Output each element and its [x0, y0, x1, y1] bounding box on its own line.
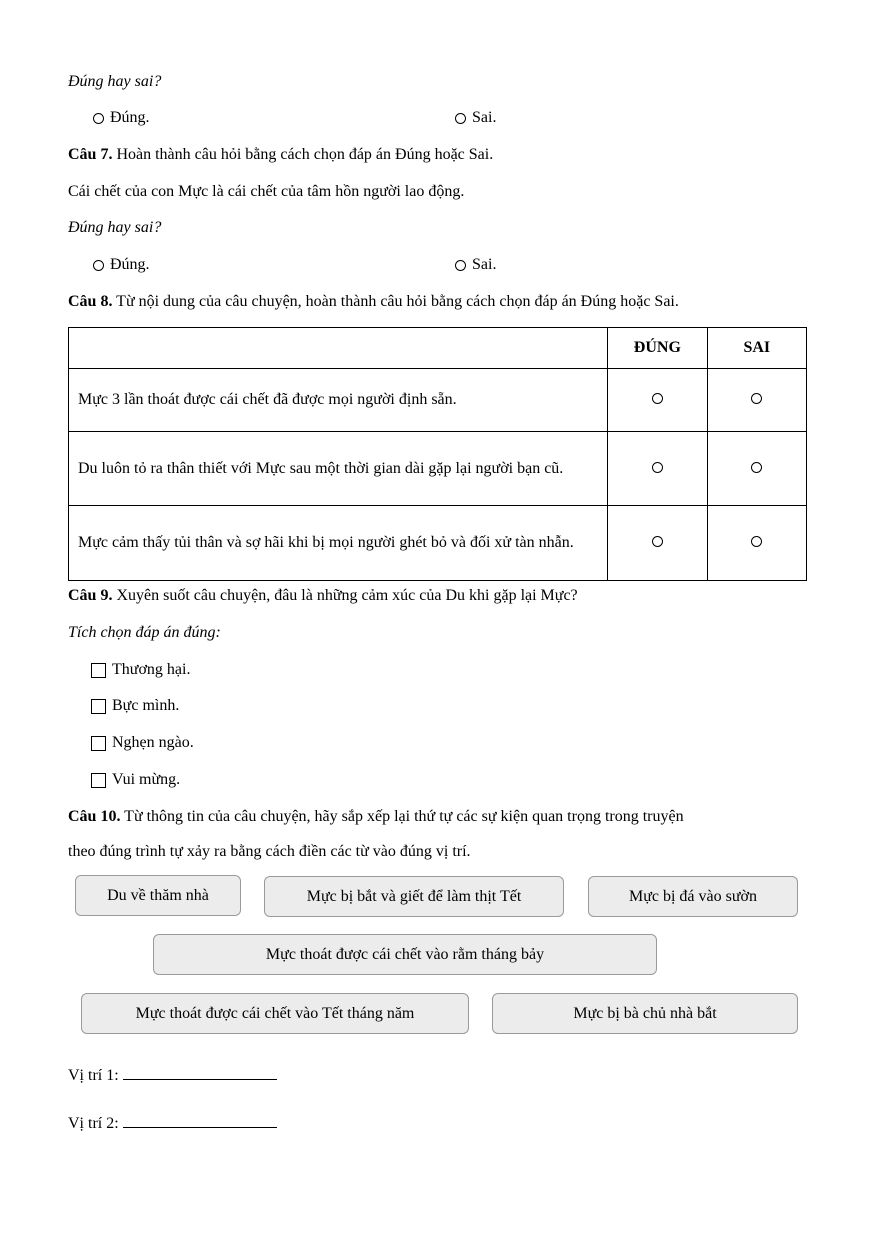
q9-option-2[interactable]	[91, 696, 179, 716]
q8-row-1-text: Mực 3 lần thoát được cái chết đã được mọi người định sẵn.	[69, 369, 608, 432]
radio-icon[interactable]	[652, 462, 663, 473]
slot-1	[68, 1063, 277, 1086]
event-chip-ba-chu-nha-bat[interactable]: Mực bị bà chủ nhà bắt	[492, 993, 798, 1034]
radio-icon[interactable]	[751, 393, 762, 404]
q7-prompt: Đúng hay sai?	[68, 219, 162, 236]
slot-1-label: Vị trí 1:	[68, 1067, 119, 1084]
q8-row-3-true[interactable]	[608, 506, 708, 581]
q9-option-3-label: Nghẹn ngào.	[112, 734, 194, 751]
q8-heading	[68, 292, 679, 312]
q6-prompt: Đúng hay sai?	[68, 73, 162, 90]
event-chip-muc-bi-bat-giet[interactable]: Mực bị bắt và giết để làm thịt Tết	[264, 876, 564, 917]
radio-icon[interactable]	[751, 462, 762, 473]
q8-row-3-false[interactable]	[707, 506, 806, 581]
q10-text-line2: theo đúng trình tự xảy ra bằng cách điền các từ vào đúng vị trí.	[68, 843, 471, 860]
q7-statement: Cái chết của con Mực là cái chết của tâm hồn người lao động.	[68, 183, 465, 200]
q7-option-true-label: Đúng.	[110, 256, 150, 273]
radio-icon[interactable]	[93, 113, 104, 124]
q7-number: Câu 7.	[68, 146, 113, 163]
radio-icon[interactable]	[652, 393, 663, 404]
q7-option-false[interactable]	[455, 255, 496, 275]
q9-option-2-label: Bực mình.	[112, 697, 180, 714]
q9-option-3[interactable]	[91, 733, 194, 753]
q8-header-true: ĐÚNG	[608, 328, 708, 369]
q8-number: Câu 8.	[68, 293, 113, 310]
q7-text: Hoàn thành câu hỏi bằng cách chọn đáp án Đúng hoặc Sai.	[112, 146, 494, 163]
q8-row-2-true[interactable]	[608, 432, 708, 506]
q7-heading	[68, 145, 493, 165]
q6-option-false-label: Sai.	[472, 109, 497, 126]
radio-icon[interactable]	[652, 536, 663, 547]
table-row	[69, 432, 807, 506]
q9-option-1-label: Thương hại.	[112, 661, 191, 678]
slot-2	[68, 1111, 277, 1134]
table-row	[69, 506, 807, 581]
q8-text: Từ nội dung của câu chuyện, hoàn thành câu hỏi bằng cách chọn đáp án Đúng hoặc Sai.	[112, 293, 679, 310]
q8-row-2-text: Du luôn tỏ ra thân thiết với Mực sau một thời gian dài gặp lại người bạn cũ.	[69, 432, 608, 506]
radio-icon[interactable]	[455, 113, 466, 124]
q8-table	[68, 327, 807, 581]
event-chip-muc-bi-da[interactable]: Mực bị đá vào sườn	[588, 876, 798, 917]
q9-text: Xuyên suốt câu chuyện, đâu là những cảm xúc của Du khi gặp lại Mực?	[112, 587, 578, 604]
radio-icon[interactable]	[93, 260, 104, 271]
q8-row-1-true[interactable]	[608, 369, 708, 432]
q9-option-1[interactable]	[91, 660, 190, 680]
slot-1-blank[interactable]	[123, 1063, 277, 1080]
checkbox-icon[interactable]	[91, 663, 106, 678]
q6-option-true-label: Đúng.	[110, 109, 150, 126]
q9-option-4[interactable]	[91, 770, 180, 790]
slot-2-label: Vị trí 2:	[68, 1115, 119, 1132]
checkbox-icon[interactable]	[91, 699, 106, 714]
q8-row-2-false[interactable]	[707, 432, 806, 506]
q6-option-true[interactable]	[93, 108, 150, 128]
q10-number: Câu 10.	[68, 808, 121, 825]
q9-heading	[68, 586, 578, 606]
event-chip-ram-thang-bay[interactable]: Mực thoát được cái chết vào rằm tháng bảy	[153, 934, 657, 975]
slot-2-blank[interactable]	[123, 1111, 277, 1128]
radio-icon[interactable]	[751, 536, 762, 547]
q8-header-false: SAI	[707, 328, 806, 369]
event-chip-du-ve-tham-nha[interactable]: Du về thăm nhà	[75, 875, 241, 916]
q8-row-1-false[interactable]	[707, 369, 806, 432]
q10-text-line1: Từ thông tin của câu chuyện, hãy sắp xếp lại thứ tự các sự kiện quan trọng trong truyện	[120, 808, 684, 825]
radio-icon[interactable]	[455, 260, 466, 271]
q8-header-blank	[69, 328, 608, 369]
q9-option-4-label: Vui mừng.	[112, 771, 181, 788]
q8-row-3-text: Mực cảm thấy tủi thân và sợ hãi khi bị mọi người ghét bỏ và đối xử tàn nhẫn.	[69, 506, 608, 581]
q9-number: Câu 9.	[68, 587, 113, 604]
checkbox-icon[interactable]	[91, 773, 106, 788]
q6-option-false[interactable]	[455, 108, 496, 128]
q7-option-false-label: Sai.	[472, 256, 497, 273]
checkbox-icon[interactable]	[91, 736, 106, 751]
q7-option-true[interactable]	[93, 255, 150, 275]
q9-prompt: Tích chọn đáp án đúng:	[68, 624, 221, 641]
table-row	[69, 369, 807, 432]
event-chip-tet-thang-nam[interactable]: Mực thoát được cái chết vào Tết tháng năm	[81, 993, 469, 1034]
q10-heading	[68, 807, 684, 827]
q8-header-row	[69, 328, 807, 369]
